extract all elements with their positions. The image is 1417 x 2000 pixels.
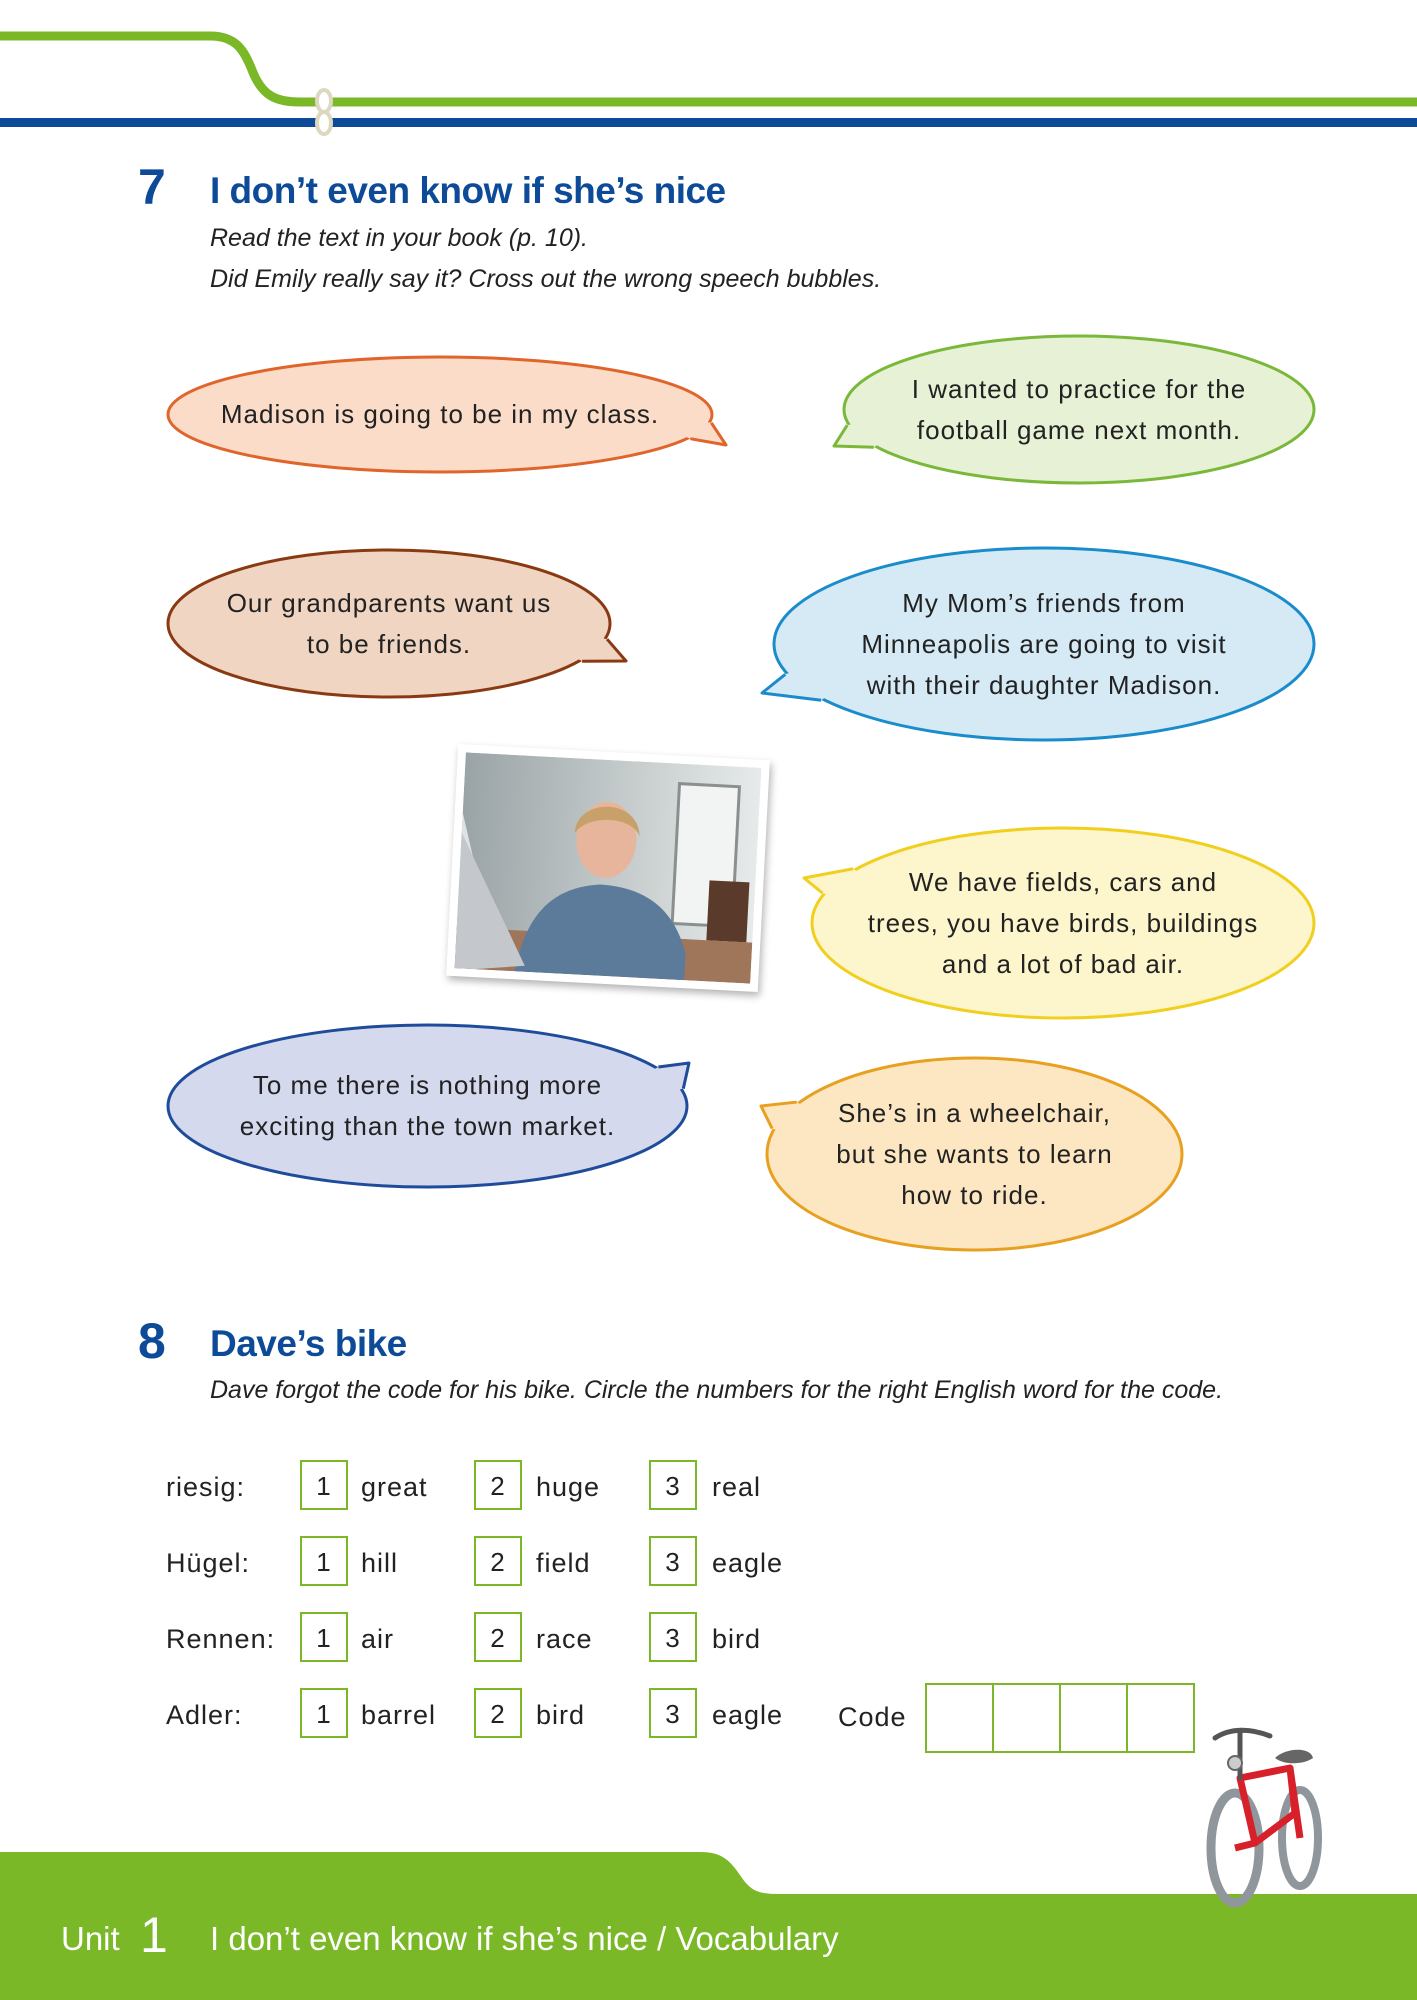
- bubble-text-line: I wanted to practice for the: [911, 373, 1247, 404]
- bubble-text-line: but she wants to learn: [836, 1138, 1113, 1169]
- bubble-text-line: Our grandparents want us: [226, 587, 552, 618]
- option-word: barrel: [361, 1700, 437, 1730]
- code-digit-box[interactable]: [1128, 1685, 1193, 1751]
- option-number-box[interactable]: 3: [649, 1460, 697, 1510]
- exercise-title: Dave’s bike: [210, 1323, 407, 1364]
- bubble-text: [166, 355, 714, 474]
- option-word: great: [361, 1472, 428, 1502]
- bubble-text: [166, 1023, 689, 1189]
- option-number-box[interactable]: 1: [300, 1460, 348, 1510]
- header-decoration: [0, 0, 1417, 140]
- bubble-text-line: exciting than the town market.: [239, 1111, 616, 1141]
- bubble-text-line: with their daughter Madison.: [866, 669, 1222, 700]
- speech-bubble[interactable]: [842, 334, 1316, 485]
- bubble-text-line: She’s in a wheelchair,: [837, 1097, 1111, 1128]
- speech-bubble[interactable]: [810, 826, 1316, 1020]
- option-number-box[interactable]: 2: [474, 1612, 522, 1662]
- bubble-text-line: Minneapolis are going to visit: [861, 628, 1227, 659]
- instruction-line: Read the text in your book (p. 10).: [210, 224, 588, 252]
- bubble-text-line: trees, you have birds, buildings: [867, 907, 1259, 938]
- bubble-text: [842, 334, 1316, 485]
- option-number-box[interactable]: 1: [300, 1688, 348, 1738]
- option-word: bird: [712, 1624, 762, 1654]
- speech-bubble[interactable]: [166, 355, 714, 474]
- german-word: Rennen:: [166, 1624, 276, 1654]
- bubble-text: [765, 1056, 1184, 1252]
- option-word: race: [536, 1624, 593, 1654]
- exercise-number: 8: [138, 1313, 166, 1369]
- code-digit-box[interactable]: [1061, 1685, 1128, 1751]
- bubble-text: [166, 548, 612, 699]
- bubble-text-line: how to ride.: [901, 1179, 1048, 1210]
- code-digit-box[interactable]: [994, 1685, 1061, 1751]
- option-word: real: [712, 1472, 762, 1502]
- speech-bubble[interactable]: [772, 546, 1316, 742]
- option-number-box[interactable]: 3: [649, 1688, 697, 1738]
- option-word: eagle: [712, 1548, 784, 1578]
- bubble-text-line: Madison is going to be in my class.: [220, 399, 660, 429]
- speech-bubble[interactable]: [765, 1056, 1184, 1252]
- bubble-text-line: football game next month.: [916, 414, 1242, 445]
- option-word: huge: [536, 1472, 601, 1502]
- footer-unit-number: 1: [140, 1907, 168, 1963]
- photo-girl-at-laptop: [446, 744, 770, 992]
- bubble-text: [810, 826, 1316, 1020]
- bubble-text-line: To me there is nothing more: [252, 1070, 603, 1100]
- german-word: Adler:: [166, 1700, 243, 1730]
- instruction-line: Dave forgot the code for his bike. Circle the numbers for the right English word for the code.: [210, 1376, 1224, 1404]
- option-number-box[interactable]: 2: [474, 1460, 522, 1510]
- option-word: eagle: [712, 1700, 784, 1730]
- bubble-text-line: My Mom’s friends from: [902, 587, 1186, 618]
- speech-bubble[interactable]: [166, 1023, 689, 1189]
- option-number-box[interactable]: 3: [649, 1612, 697, 1662]
- bubble-text: [772, 546, 1316, 742]
- footer-unit-label: Unit: [61, 1920, 120, 1957]
- option-word: bird: [536, 1700, 586, 1730]
- bubble-text-line: We have fields, cars and: [908, 866, 1218, 897]
- option-number-box[interactable]: 3: [649, 1536, 697, 1586]
- code-input[interactable]: [925, 1683, 1195, 1753]
- exercise-number: 7: [138, 159, 166, 215]
- option-number-box[interactable]: 1: [300, 1612, 348, 1662]
- instruction-line: Did Emily really say it? Cross out the wrong speech bubbles.: [210, 265, 882, 293]
- option-number-box[interactable]: 1: [300, 1536, 348, 1586]
- option-word: air: [361, 1624, 395, 1654]
- exercise-title: I don’t even know if she’s nice: [210, 170, 726, 211]
- footer-title: I don’t even know if she’s nice / Vocabulary: [210, 1920, 839, 1957]
- german-word: Hügel:: [166, 1548, 251, 1578]
- option-word: hill: [361, 1548, 399, 1578]
- code-label: Code: [838, 1702, 907, 1732]
- option-number-box[interactable]: 2: [474, 1536, 522, 1586]
- bubble-text-line: to be friends.: [306, 628, 472, 659]
- bubble-text-line: and a lot of bad air.: [941, 948, 1185, 979]
- speech-bubble[interactable]: [166, 548, 612, 699]
- bike-illustration: [1195, 1718, 1355, 1908]
- code-digit-box[interactable]: [927, 1685, 994, 1751]
- option-word: field: [536, 1548, 591, 1578]
- option-number-box[interactable]: 2: [474, 1688, 522, 1738]
- german-word: riesig:: [166, 1472, 246, 1502]
